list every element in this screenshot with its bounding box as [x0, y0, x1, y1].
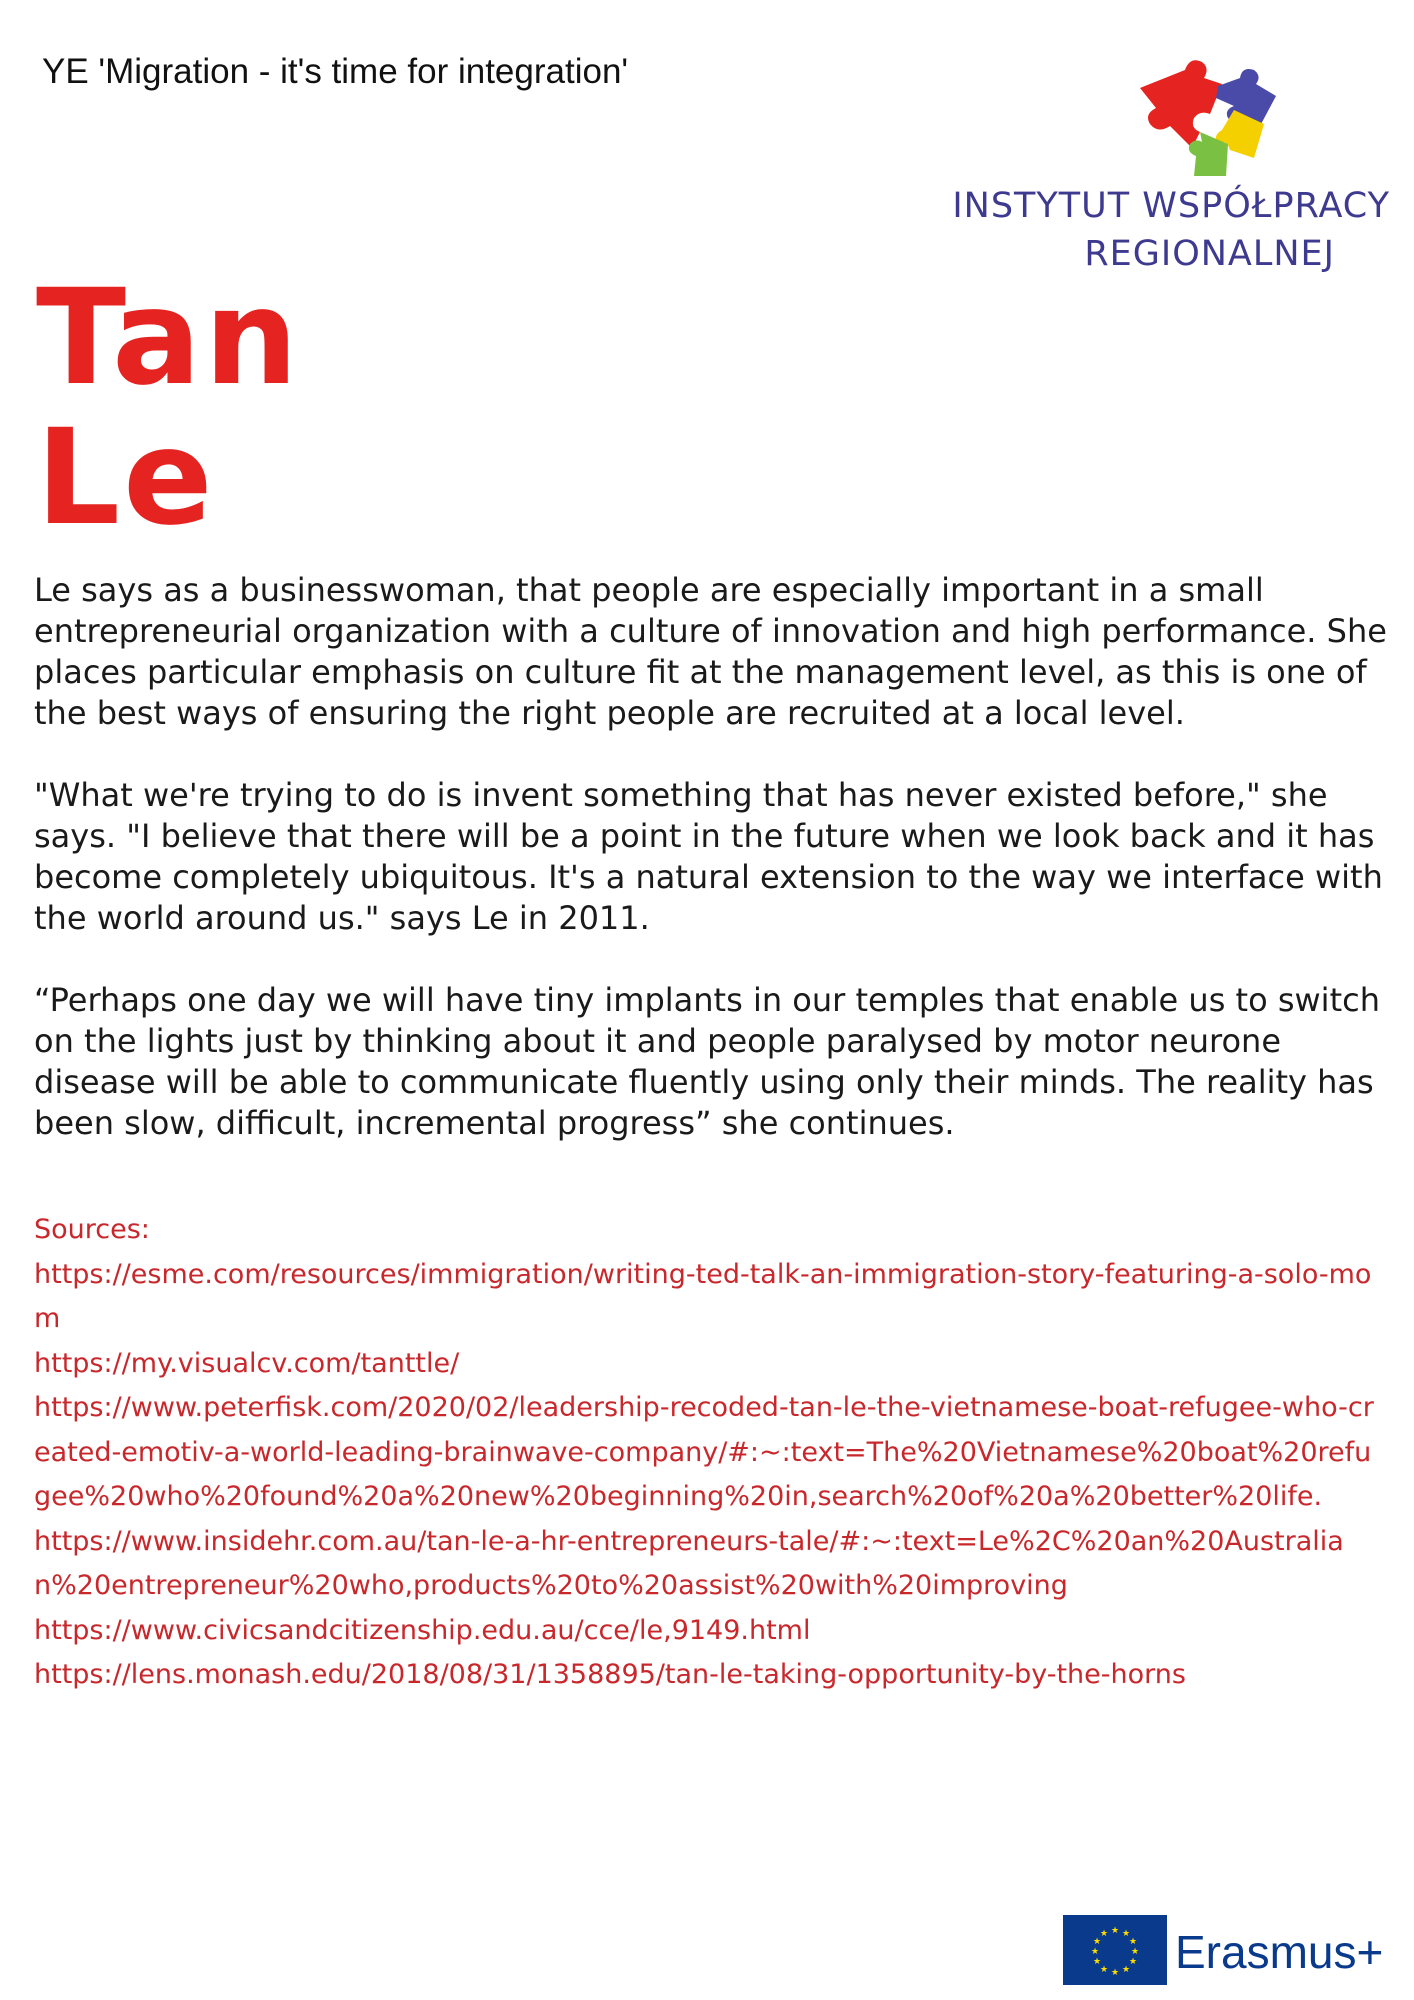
erasmus-logo	[1063, 1915, 1403, 1985]
svg-text:★: ★	[1110, 1926, 1120, 1936]
source-link[interactable]: https://www.civicsandcitizenship.edu.au/cce/le,9149.html	[34, 1614, 811, 1646]
title-line1: Tan	[36, 261, 302, 415]
sources-heading: Sources:	[34, 1214, 150, 1245]
svg-text:★: ★	[1090, 1947, 1100, 1957]
paragraph-1: Le says as a businesswoman, that people are especially important in a small entrepreneurial organization with a culture of innovation and high performance. She places particular emphasis on culture fit at the management level, as this is one of the best ways of ensuring the right people are recruited at a local level.	[34, 571, 1387, 732]
svg-text:★: ★	[1092, 1957, 1102, 1967]
svg-text:★: ★	[1130, 1947, 1140, 1957]
article-body	[34, 570, 1394, 1185]
puzzle-logo-icon	[1130, 48, 1280, 178]
source-link[interactable]: https://www.peterfisk.com/2020/02/leadership-recoded-tan-le-the-vietnamese-boat-refugee-who-created-emotiv-a-world-leading-brainwave-company/#:~:text=The%20Vietnamese%20boat%20refugee%20who%20found%20a%20new%20beginning%20in,search%20of%20a%20better%20life.	[34, 1392, 1374, 1512]
svg-text:★: ★	[1099, 1929, 1109, 1939]
svg-text:★: ★	[1128, 1957, 1138, 1967]
project-title: YE 'Migration - it's time for integration'	[42, 52, 629, 91]
source-link[interactable]: https://lens.monash.edu/2018/08/31/1358895/tan-le-taking-opportunity-by-the-horns	[34, 1659, 1186, 1690]
title-line2: Le	[36, 401, 216, 555]
paragraph-3: “Perhaps one day we will have tiny implants in our temples that enable us to switch on the lights just by thinking about it and people paralysed by motor neurone disease will be able to communicate fluently using only their minds. The reality has been slow, difficult, incremental progress” she continues.	[34, 981, 1380, 1142]
source-link[interactable]: https://esme.com/resources/immigration/writing-ted-talk-an-immigration-story-featuring-a-solo-mom	[34, 1258, 1372, 1334]
svg-text:★: ★	[1099, 1965, 1109, 1975]
page-title	[36, 261, 302, 555]
logo-text-line2: REGIONALNEJ	[1084, 234, 1335, 274]
source-link[interactable]: https://my.visualcv.com/tanttle/	[34, 1347, 460, 1379]
paragraph-2: "What we're trying to do is invent something that has never existed before," she says. "I believe that there will be a point in the future when we look back and it has become completely ubiquitous. It's a natural extension to the way we interface with the world around us." says Le in 2011.	[34, 776, 1383, 937]
svg-text:★: ★	[1110, 1968, 1120, 1978]
institute-logo	[952, 48, 1390, 288]
svg-text:★: ★	[1121, 1929, 1131, 1939]
sources-list	[34, 1208, 1374, 1698]
svg-text:★: ★	[1128, 1937, 1138, 1947]
eu-flag-icon	[1063, 1915, 1167, 1985]
erasmus-label: Erasmus+	[1175, 1926, 1384, 1978]
logo-text-line1: INSTYTUT WSPÓŁPRACY	[952, 186, 1390, 226]
svg-text:★: ★	[1092, 1937, 1102, 1947]
source-link[interactable]: https://www.insidehr.com.au/tan-le-a-hr-entrepreneurs-tale/#:~:text=Le%2C%20an%20Australian%20entrepreneur%20who,products%20to%20assist%20with%20improving	[34, 1525, 1344, 1601]
svg-text:★: ★	[1121, 1965, 1131, 1975]
